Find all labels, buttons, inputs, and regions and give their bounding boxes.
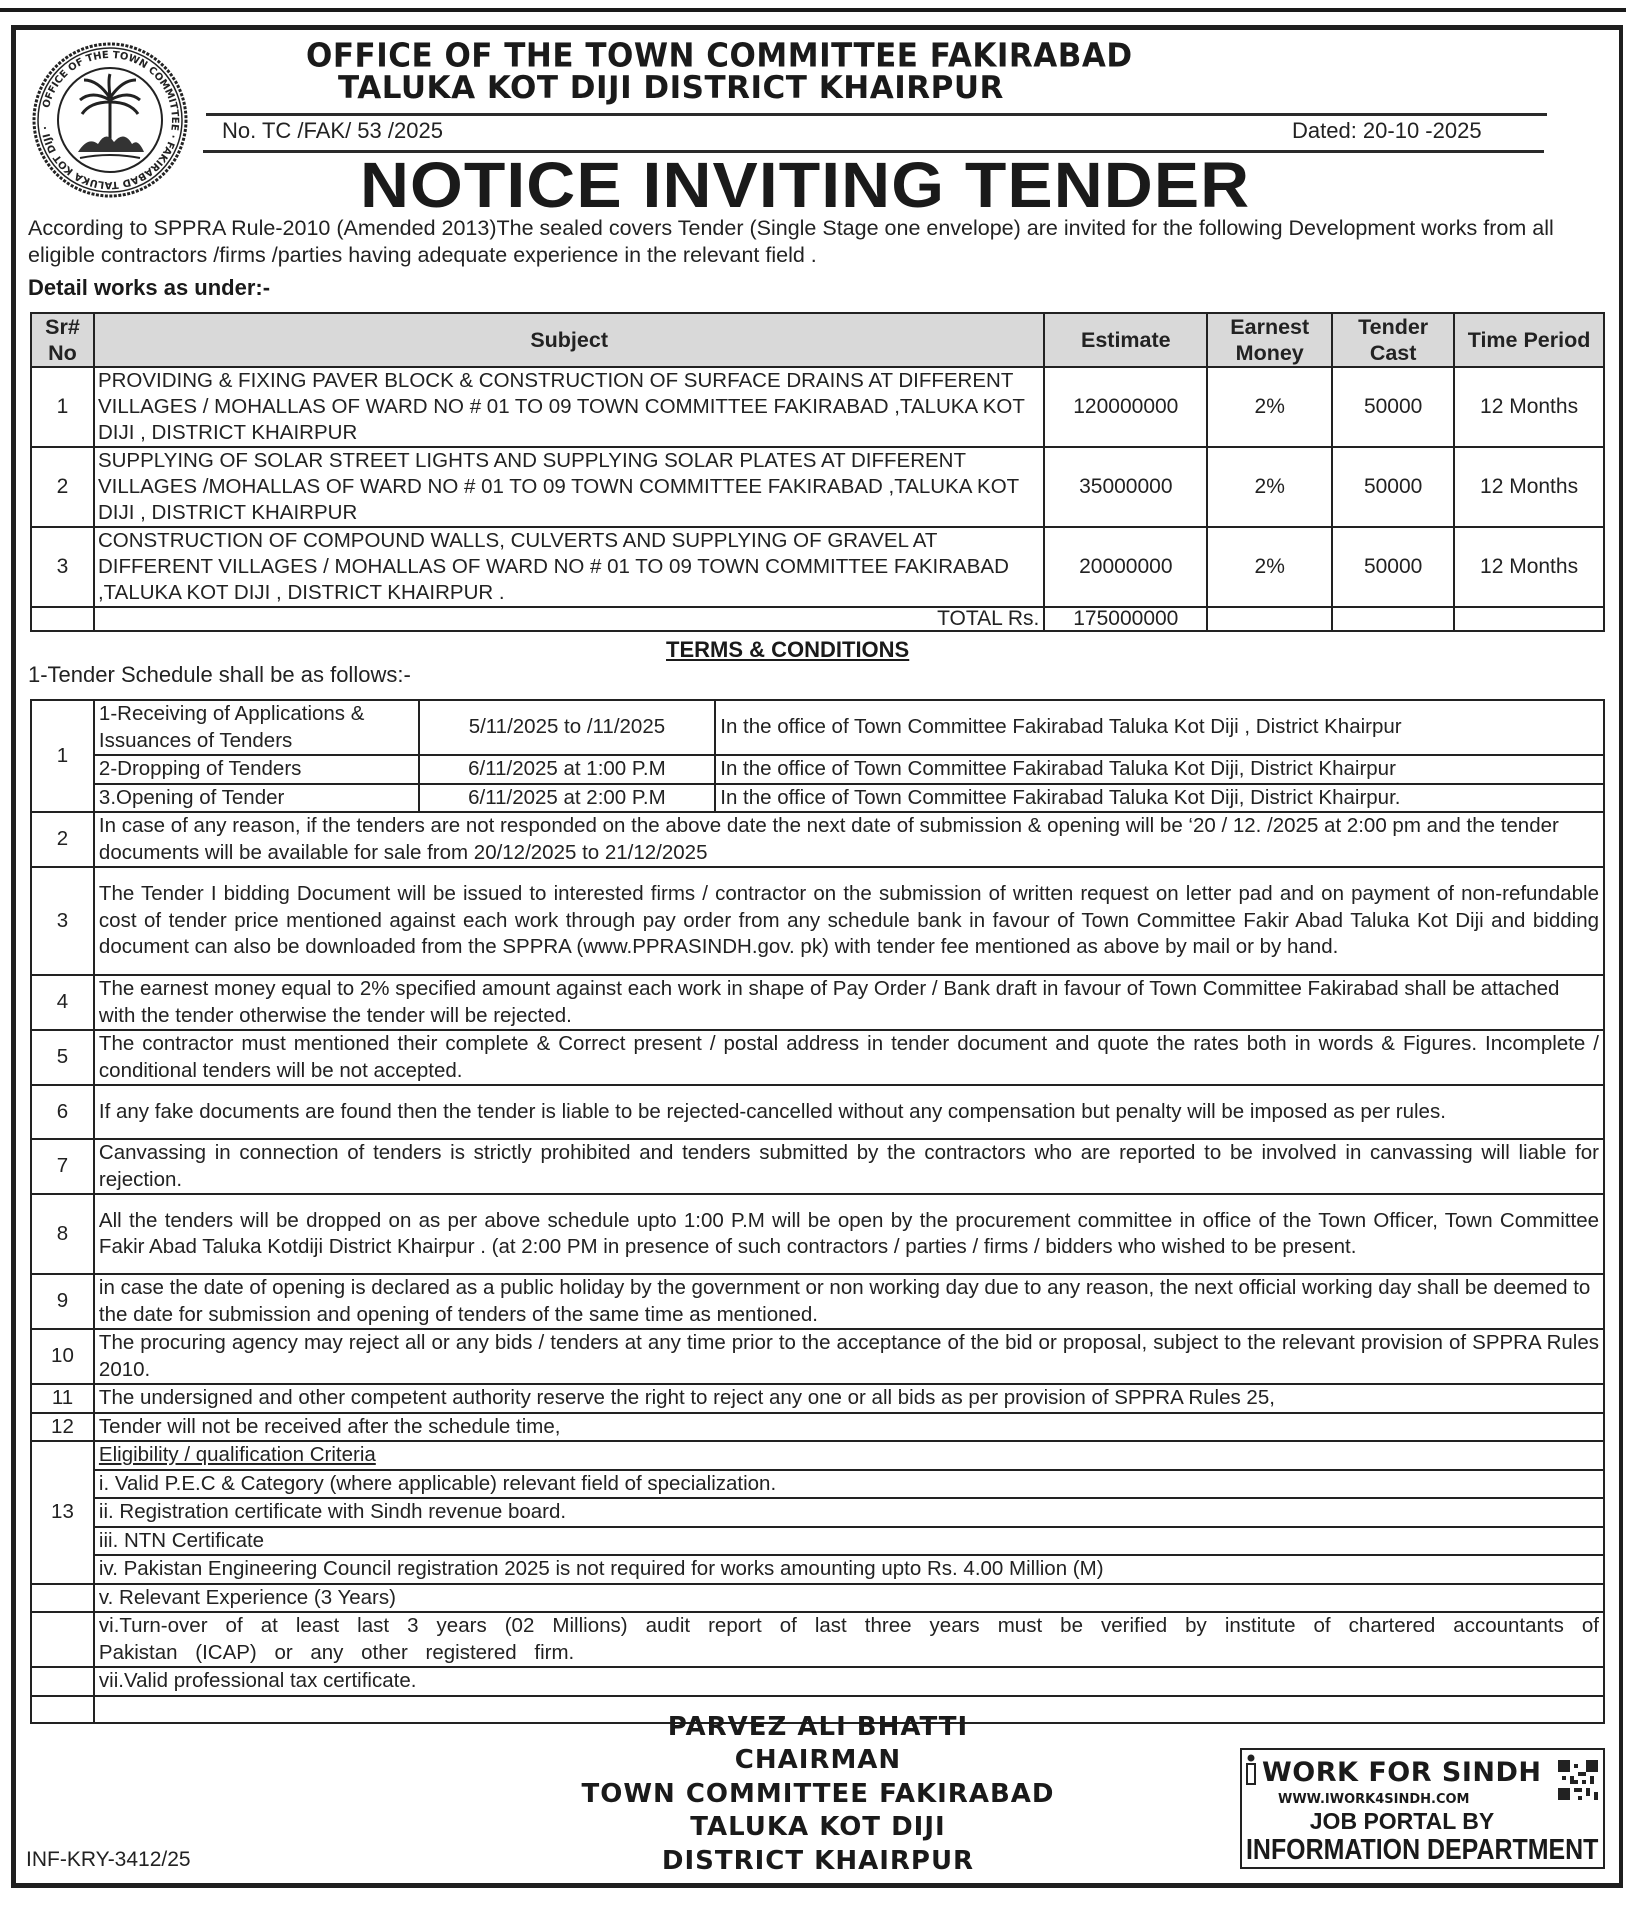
col-tender-cast: Tender Cast [1332, 313, 1454, 367]
clause-text: The contractor must mentioned their complete & Correct present / postal address in tender document and quote the rates both in words & Figures. Incomplete / conditional tenders will be not accepted. [94, 1030, 1604, 1085]
clause-number: 4 [31, 975, 94, 1030]
schedule-row [31, 784, 1604, 813]
clause-number: 6 [31, 1085, 94, 1139]
clause-number: 10 [31, 1329, 94, 1384]
clause-number: 13 [31, 1441, 94, 1584]
detail-works-heading: Detail works as under:- [28, 275, 271, 300]
time-period-cell: 12 Months [1454, 447, 1604, 527]
earnest-money-cell: 2% [1207, 447, 1332, 527]
total-empty-cell [1332, 607, 1454, 631]
eligibility-item [31, 1498, 1604, 1527]
schedule-place: In the office of Town Committee Fakirabad Taluka Kot Diji, District Khairpur. [715, 784, 1604, 813]
total-value: 175000000 [1044, 607, 1207, 631]
clause-text: The Tender I bidding Document will be issued to interested firms / contractor on the submission of written request on letter pad and on payment of non-refundable cost of tender price mentioned against each work through pay order from any schedule bank in favour of Town Committee Fakir Abad Taluka Kot Diji and bidding document can also be downloaded from the SPPRA (www.PPRASINDH.gov. pk) with tender fee mentioned as above by mail or by hand. [94, 867, 1604, 975]
empty-number-cell [31, 1612, 94, 1667]
clause-number: 9 [31, 1274, 94, 1329]
notice-title: NOTICE INVITING TENDER [360, 149, 1251, 221]
subject-cell: PROVIDING & FIXING PAVER BLOCK & CONSTRUCTION OF SURFACE DRAINS AT DIFFERENT VILLAGES / MOHALLAS OF WARD NO # 01 TO 09 TOWN COMMITTEE FAKIRABAD ,TALUKA KOT DIJI , DISTRICT KHAIRPUR [94, 367, 1044, 447]
total-label: TOTAL Rs. [94, 607, 1044, 631]
clause-text: Canvassing in connection of tenders is strictly prohibited and tenders submitted by the contractors who are reported to be involved in canvassing will liable for rejection. [94, 1139, 1604, 1194]
top-rule [0, 8, 1626, 12]
clause-number: 3 [31, 867, 94, 975]
eligibility-heading-row [31, 1441, 1604, 1470]
clause-number: 1 [31, 700, 94, 812]
total-empty-cell [1207, 607, 1332, 631]
eligibility-text: i. Valid P.E.C & Category (where applicable) relevant field of specialization. [94, 1470, 1604, 1499]
eligibility-item [31, 1555, 1604, 1584]
eligibility-item [31, 1667, 1604, 1696]
signatory-district: DISTRICT KHAIRPUR [661, 1846, 975, 1876]
eligibility-text: ii. Registration certificate with Sindh revenue board. [94, 1498, 1604, 1527]
clause-row [31, 1139, 1604, 1194]
tender-cast-cell: 50000 [1332, 367, 1454, 447]
table-row [31, 367, 1604, 447]
total-empty-cell [1454, 607, 1604, 631]
earnest-money-cell: 2% [1207, 527, 1332, 607]
clause-number: 7 [31, 1139, 94, 1194]
svg-text:OFFICE OF THE TOWN COMMITTEE ·: OFFICE OF THE TOWN COMMITTEE · FAKIRABAD TALUKA KOT DIJI · [40, 49, 181, 191]
eligibility-heading: Eligibility / qualification Criteria [94, 1441, 1604, 1470]
clause-text: Tender will not be received after the schedule time, [94, 1413, 1604, 1442]
tender-cast-cell: 50000 [1332, 447, 1454, 527]
sr-cell: 1 [31, 367, 94, 447]
estimate-cell: 35000000 [1044, 447, 1207, 527]
signatory-name: PARVEZ ALI BHATTI [667, 1712, 969, 1742]
time-period-cell: 12 Months [1454, 527, 1604, 607]
signatory-designation: CHAIRMAN [734, 1745, 902, 1775]
inf-code: INF-KRY-3412/25 [26, 1848, 191, 1871]
clause-text: All the tenders will be dropped on as per above schedule upto 1:00 P.M will be open by the procurement committee in office of the Town Officer, Town Committee Fakir Abad Taluka Kotdiji District Khairpur . (at 2:00 PM in presence of such contractors / parties / firms / bidders who wished to be present. [94, 1194, 1604, 1274]
col-sr-no: Sr# No [31, 313, 94, 367]
terms-title: TERMS & CONDITIONS [666, 637, 910, 662]
clause-text: The undersigned and other competent authority reserve the right to reject any one or all bids as per provision of SPPRA Rules 25, [94, 1384, 1604, 1413]
eligibility-text: vi.Turn-over of at least last 3 years (02 Millions) audit report of last three years must be verified by institute of chartered accountants of Pakistan (ICAP) or any other registered firm. [94, 1612, 1604, 1667]
clause-row [31, 1413, 1604, 1442]
clause-row [31, 1384, 1604, 1413]
schedule-place: In the office of Town Committee Fakirabad Taluka Kot Diji , District Khairpur [715, 700, 1604, 755]
clause-text: The earnest money equal to 2% specified amount against each work in shape of Pay Order / Bank draft in favour of Town Committee Fakirabad shall be attached with the tender otherwise the tender will be rejected. [94, 975, 1604, 1030]
clause-row [31, 867, 1604, 975]
portal-brand: WORK FOR SINDH [1262, 1757, 1542, 1788]
table-row [31, 527, 1604, 607]
eligibility-text: iv. Pakistan Engineering Council registration 2025 is not required for works amounting upto Rs. 4.00 Million (M) [94, 1555, 1604, 1584]
estimate-cell: 120000000 [1044, 367, 1207, 447]
office-title-line2: TALUKA KOT DIJI DISTRICT KHAIRPUR [338, 70, 1004, 106]
schedule-date: 5/11/2025 to /11/2025 [419, 700, 716, 755]
col-time-period: Time Period [1454, 313, 1604, 367]
clause-number: 11 [31, 1384, 94, 1413]
subject-cell: CONSTRUCTION OF COMPOUND WALLS, CULVERTS AND SUPPLYING OF GRAVEL AT DIFFERENT VILLAGES / MOHALLAS OF WARD NO # 01 TO 09 TOWN COMMITTEE FAKIRABAD ,TALUKA KOT DIJI , DISTRICT KHAIRPUR . [94, 527, 1044, 607]
clause-row [31, 1030, 1604, 1085]
portal-line1: JOB PORTAL BY [1309, 1808, 1495, 1834]
schedule-date: 6/11/2025 at 1:00 P.M [419, 755, 716, 784]
eligibility-item [31, 1584, 1604, 1613]
qr-code-icon [1558, 1760, 1598, 1800]
total-row [31, 607, 1604, 631]
intro-paragraph: According to SPPRA Rule-2010 (Amended 2013)The sealed covers Tender (Single Stage one envelope) are invited for the following Development works from all eligible contractors /firms /parties having adequate experience in the relevant field . [28, 216, 1554, 267]
portal-line2: INFORMATION DEPARTMENT [1246, 1834, 1599, 1866]
table-row [31, 447, 1604, 527]
clause-text: The procuring agency may reject all or any bids / tenders at any time prior to the acceptance of the bid or proposal, subject to the relevant provision of SPPRA Rules 2010. [94, 1329, 1604, 1384]
empty-number-cell [31, 1696, 94, 1723]
col-subject: Subject [94, 313, 1044, 367]
eligibility-text: vii.Valid professional tax certificate. [94, 1667, 1604, 1696]
time-period-cell: 12 Months [1454, 367, 1604, 447]
schedule-activity: 2-Dropping of Tenders [94, 755, 419, 784]
col-estimate: Estimate [1044, 313, 1207, 367]
job-portal-box [1240, 1748, 1605, 1869]
schedule-place: In the office of Town Committee Fakirabad Taluka Kot Diji, District Khairpur [715, 755, 1604, 784]
clause-row [31, 1329, 1604, 1384]
sr-cell: 2 [31, 447, 94, 527]
earnest-money-cell: 2% [1207, 367, 1332, 447]
empty-number-cell [31, 1667, 94, 1696]
reference-number: No. TC /FAK/ 53 /2025 [222, 118, 443, 143]
subject-cell: SUPPLYING OF SOLAR STREET LIGHTS AND SUPPLYING SOLAR PLATES AT DIFFERENT VILLAGES /MOHALLAS OF WARD NO # 01 TO 09 TOWN COMMITTEE FAKIRABAD ,TALUKA KOT DIJI , DISTRICT KHAIRPUR [94, 447, 1044, 527]
clause-row [31, 975, 1604, 1030]
works-table [30, 312, 1605, 632]
eligibility-text: v. Relevant Experience (3 Years) [94, 1584, 1604, 1613]
col-earnest-money: Earnest Money [1207, 313, 1332, 367]
signatory-office: TOWN COMMITTEE FAKIRABAD [581, 1779, 1055, 1809]
clause-row [31, 1085, 1604, 1139]
schedule-activity: 1-Receiving of Applications & Issuances of Tenders [94, 700, 419, 755]
clause-row [31, 812, 1604, 867]
notice-date: Dated: 20-10 -2025 [1292, 118, 1482, 143]
tender-cast-cell: 50000 [1332, 527, 1454, 607]
eligibility-text: iii. NTN Certificate [94, 1527, 1604, 1556]
clause-number: 8 [31, 1194, 94, 1274]
sr-cell: 3 [31, 527, 94, 607]
works-table-header [31, 313, 1604, 367]
clause-row [31, 1194, 1604, 1274]
schedule-activity: 3.Opening of Tender [94, 784, 419, 813]
clause-row [31, 1274, 1604, 1329]
eligibility-item [31, 1612, 1604, 1667]
i-person-icon [1245, 1754, 1257, 1786]
eligibility-item [31, 1470, 1604, 1499]
clause-text: In case of any reason, if the tenders are not responded on the above date the next date of submission & opening will be ‘20 / 12. /2025 at 2:00 pm and the tender documents will be available for sale from 20/12/2025 to 21/12/2025 [94, 812, 1604, 867]
clause-number: 12 [31, 1413, 94, 1442]
eligibility-item [31, 1527, 1604, 1556]
clause-number: 5 [31, 1030, 94, 1085]
header-rule-top [206, 113, 1547, 116]
empty-number-cell [31, 1584, 94, 1613]
signatory-taluka: TALUKA KOT DIJI [690, 1812, 946, 1842]
schedule-date: 6/11/2025 at 2:00 P.M [419, 784, 716, 813]
clause-text: If any fake documents are found then the tender is liable to be rejected-cancelled without any compensation but penalty will be imposed as per rules. [94, 1085, 1604, 1139]
clause-number: 2 [31, 812, 94, 867]
office-title-line1: OFFICE OF THE TOWN COMMITTEE FAKIRABAD [306, 37, 1133, 75]
terms-table [30, 699, 1605, 1724]
schedule-row [31, 755, 1604, 784]
total-empty-cell [31, 607, 94, 631]
portal-url: WWW.IWORK4SINDH.COM [1278, 1792, 1470, 1807]
town-committee-seal-icon [30, 40, 190, 200]
estimate-cell: 20000000 [1044, 527, 1207, 607]
clause-text: in case the date of opening is declared as a public holiday by the government or non working day due to any reason, the next official working day shall be deemed to the date for submission and opening of tenders of the same time as mentioned. [94, 1274, 1604, 1329]
schedule-intro: 1-Tender Schedule shall be as follows:- [28, 662, 411, 687]
schedule-row [31, 700, 1604, 755]
